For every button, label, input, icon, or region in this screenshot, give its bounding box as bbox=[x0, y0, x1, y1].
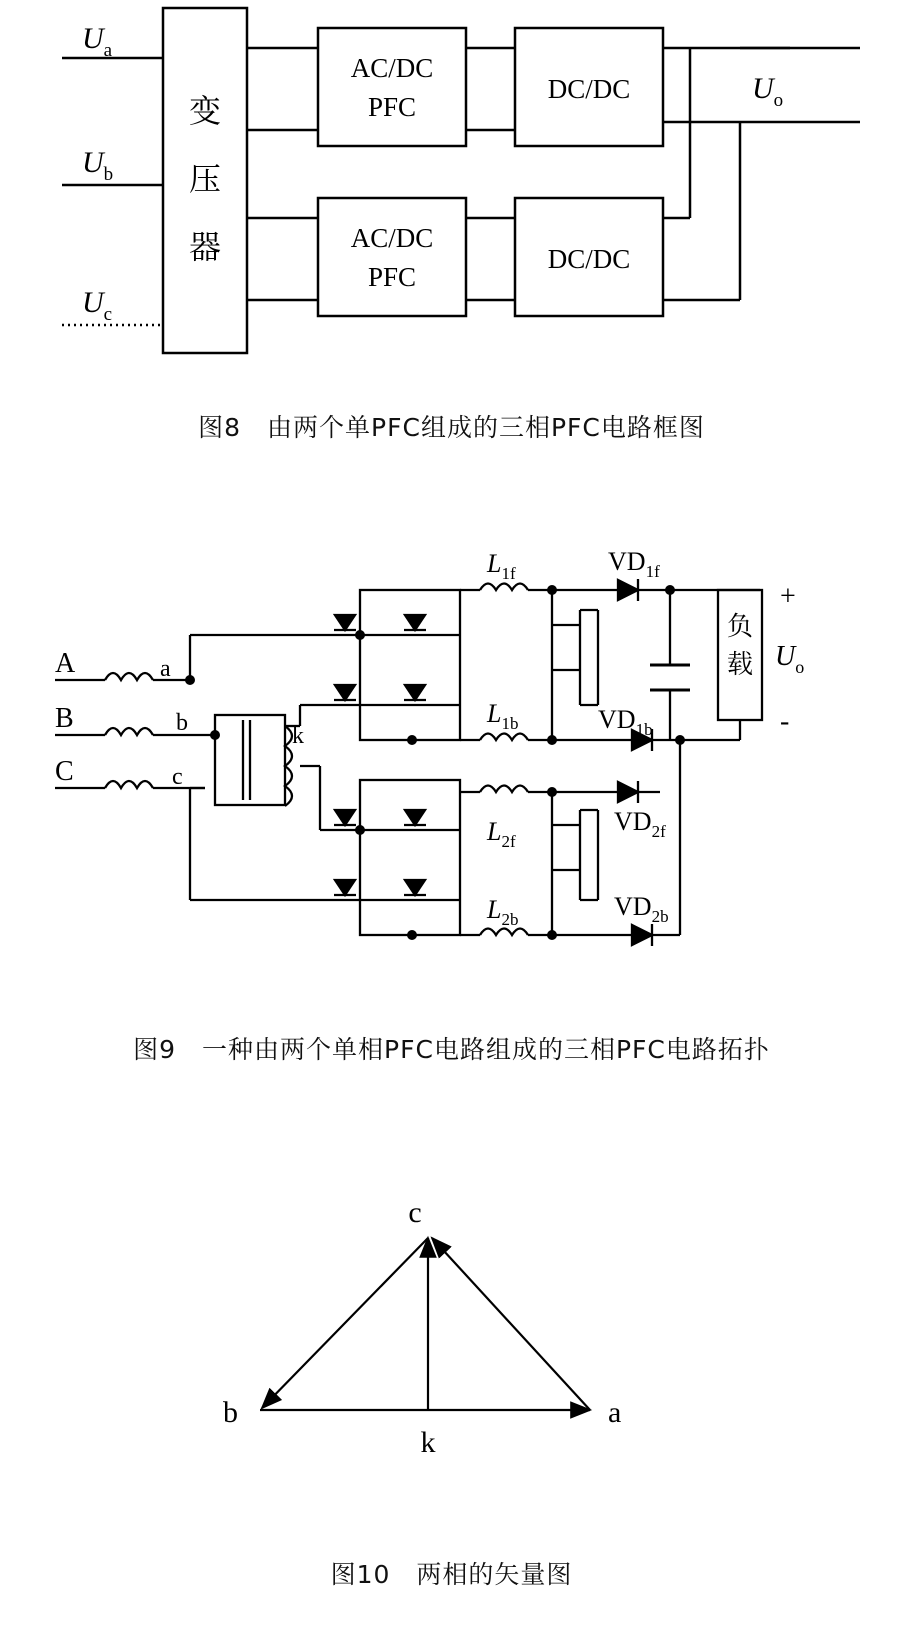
figure-9-caption-text: 一种由两个单相PFC电路组成的三相PFC电路拓扑 bbox=[202, 1035, 770, 1064]
bridge-2-frame bbox=[360, 780, 460, 935]
bridge2-diode-tl bbox=[334, 810, 356, 825]
figure-9-caption-number: 图9 bbox=[133, 1035, 177, 1064]
label-vd1f: $VD_{1f}$ bbox=[608, 547, 660, 581]
figure-8-caption bbox=[0, 408, 903, 444]
label-ua: $U_a$ bbox=[82, 22, 113, 61]
inductor-l2b bbox=[480, 929, 528, 936]
label-vertex-b: b bbox=[223, 1396, 238, 1429]
vector-a-to-c bbox=[432, 1238, 590, 1410]
block-acdc-pfc-2 bbox=[318, 198, 466, 316]
bridge-1-frame bbox=[360, 590, 460, 740]
diode-vd2b bbox=[632, 924, 652, 946]
inductor-b bbox=[105, 728, 153, 735]
bridge1-diode-tl bbox=[334, 615, 356, 630]
figure-10-diagram bbox=[0, 1160, 903, 1500]
figure-10-svg bbox=[0, 1160, 903, 1500]
label-l2b: $L_{2b}$ bbox=[487, 895, 519, 929]
transformer-char-2: 压 bbox=[188, 160, 222, 198]
block-acdc-pfc-2-line2: PFC bbox=[367, 262, 417, 292]
label-vertex-k: k bbox=[420, 1426, 436, 1459]
label-vd2f: $VD_{2f}$ bbox=[614, 807, 666, 841]
bridge1-diode-br bbox=[404, 685, 426, 700]
label-vd1b: $VD_{1b}$ bbox=[598, 705, 653, 739]
label-uc: $U_c$ bbox=[82, 286, 113, 325]
label-node-k: k bbox=[292, 723, 304, 749]
block-acdc-pfc-1-line2: PFC bbox=[367, 92, 417, 122]
label-polarity-plus: + bbox=[780, 581, 796, 612]
bridge2-diode-br bbox=[404, 880, 426, 895]
load-char-2: 载 bbox=[726, 650, 754, 680]
bridge1-diode-bl bbox=[334, 685, 356, 700]
label-uo: $U_o$ bbox=[752, 72, 784, 111]
figure-9-diagram bbox=[0, 530, 903, 1010]
inductor-l1f bbox=[480, 584, 528, 591]
label-phase-c: C bbox=[55, 756, 74, 787]
transformer-char-3: 器 bbox=[188, 228, 222, 266]
inductor-l2f bbox=[480, 786, 528, 793]
figure-10-caption bbox=[0, 1555, 903, 1591]
block-acdc-pfc-2-line1: AC/DC bbox=[350, 223, 434, 253]
inductor-l1b bbox=[480, 734, 528, 741]
figure-8-caption-text: 由两个单PFC组成的三相PFC电路框图 bbox=[267, 413, 705, 442]
bridge1-diode-tr bbox=[404, 615, 426, 630]
figure-9-svg bbox=[0, 530, 903, 1010]
label-node-c: c bbox=[172, 764, 183, 790]
label-node-a: a bbox=[160, 656, 171, 682]
label-l1b: $L_{1b}$ bbox=[487, 699, 519, 733]
figure-10-caption-number: 图10 bbox=[330, 1560, 391, 1589]
block-acdc-pfc-1 bbox=[318, 28, 466, 146]
label-ub: $U_b$ bbox=[82, 146, 114, 185]
figure-10-caption-text: 两相的矢量图 bbox=[416, 1560, 573, 1589]
label-vertex-c: c bbox=[408, 1196, 422, 1229]
block-dcdc-1-line1: DC/DC bbox=[547, 74, 631, 104]
label-polarity-minus: - bbox=[780, 706, 790, 737]
label-vertex-a: a bbox=[608, 1396, 622, 1429]
bridge2-diode-tr bbox=[404, 810, 426, 825]
label-vd2b: $VD_{2b}$ bbox=[614, 892, 669, 926]
label-l2f: $L_{2f}$ bbox=[487, 817, 516, 851]
figure-8-caption-number: 图8 bbox=[198, 413, 242, 442]
label-node-b: b bbox=[176, 710, 188, 736]
inductor-a bbox=[105, 673, 153, 680]
diode-vd2f bbox=[618, 781, 638, 803]
block-dcdc-2-line1: DC/DC bbox=[547, 244, 631, 274]
load-char-1: 负 bbox=[726, 612, 754, 642]
label-phase-a: A bbox=[55, 648, 76, 679]
label-l1f: $L_{1f}$ bbox=[487, 549, 516, 583]
figure-8-diagram bbox=[0, 0, 903, 400]
figure-8-svg bbox=[0, 0, 903, 400]
bridge2-diode-bl bbox=[334, 880, 356, 895]
label-uo-fig9: $U_o$ bbox=[775, 641, 805, 677]
vector-c-to-b bbox=[262, 1238, 428, 1408]
label-phase-b: B bbox=[55, 703, 74, 734]
transformer-char-1: 变 bbox=[188, 92, 222, 130]
junction-dots bbox=[185, 585, 685, 940]
block-acdc-pfc-1-line1: AC/DC bbox=[350, 53, 434, 83]
inductor-c bbox=[105, 781, 153, 788]
figure-9-caption bbox=[0, 1030, 903, 1066]
diode-vd1f bbox=[618, 579, 638, 601]
